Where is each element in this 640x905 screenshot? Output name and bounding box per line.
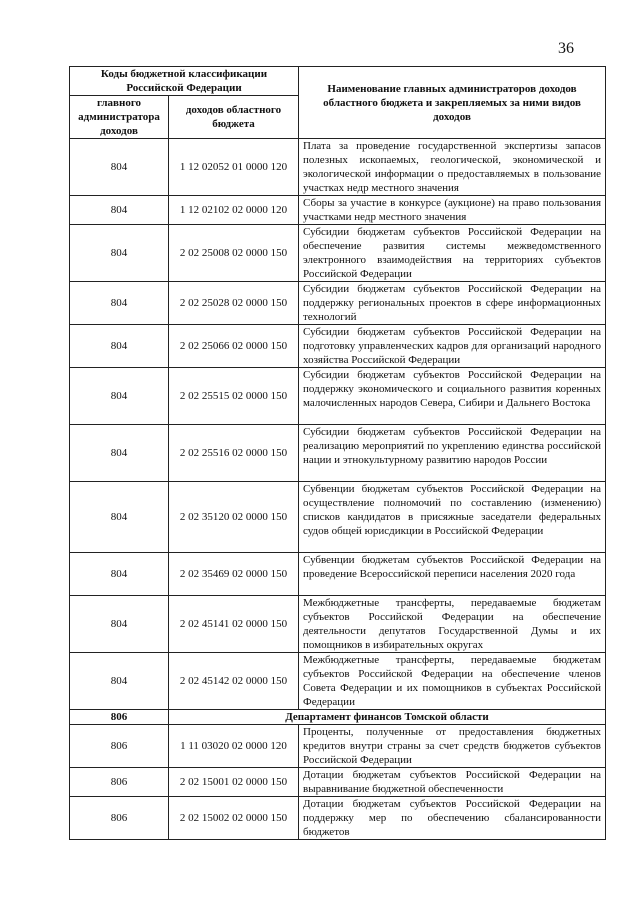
- income-description: Субсидии бюджетам субъектов Российской Федерации на обеспечение развития системы межведомственного электронного взаимодействия на территориях субъектов Российской Федерации: [299, 225, 606, 282]
- income-description: Субвенции бюджетам субъектов Российской Федерации на проведение Всероссийской переписи населения 2020 года: [299, 553, 606, 596]
- admin-code: 804: [70, 325, 169, 368]
- income-description: Межбюджетные трансферты, передаваемые бюджетам субъектов Российской Федерации на обеспечение членов Совета Федерации и их помощников в субъектах Российской Федерации: [299, 653, 606, 710]
- table-row: [70, 553, 606, 596]
- table-row: [70, 225, 606, 282]
- income-code: 1 12 02052 01 0000 120: [169, 139, 299, 196]
- income-code: 2 02 45142 02 0000 150: [169, 653, 299, 710]
- income-code: 1 11 03020 02 0000 120: [169, 725, 299, 768]
- admin-code: 806: [70, 725, 169, 768]
- income-code: 1 12 02102 02 0000 120: [169, 196, 299, 225]
- table-row: [70, 768, 606, 797]
- table-row: [70, 482, 606, 553]
- admin-code: 804: [70, 425, 169, 482]
- income-code: 2 02 45141 02 0000 150: [169, 596, 299, 653]
- income-code: 2 02 25028 02 0000 150: [169, 282, 299, 325]
- admin-code: 806: [70, 797, 169, 840]
- income-description: Межбюджетные трансферты, передаваемые бюджетам субъектов Российской Федерации на обеспечение деятельности депутатов Государственной Думы и их помощников в избирательных округах: [299, 596, 606, 653]
- income-description: Сборы за участие в конкурсе (аукционе) на право пользования участками недр местного значения: [299, 196, 606, 225]
- table-row: [70, 139, 606, 196]
- table-row: [70, 325, 606, 368]
- header-admin-code: главного администратора доходов: [70, 96, 169, 139]
- income-code: 2 02 15002 02 0000 150: [169, 797, 299, 840]
- admin-code: 804: [70, 225, 169, 282]
- admin-code: 804: [70, 553, 169, 596]
- income-description: Плата за проведение государственной экспертизы запасов полезных ископаемых, геологической, экономической и экологической информации о предоставляемых в пользование участках недр местного значения: [299, 139, 606, 196]
- header-codes-group: Коды бюджетной классификации Российской Федерации: [70, 67, 299, 96]
- section-title: Департамент финансов Томской области: [169, 710, 606, 725]
- table-row: [70, 368, 606, 425]
- admin-code: 804: [70, 653, 169, 710]
- table-row: [70, 653, 606, 710]
- admin-code: 804: [70, 482, 169, 553]
- table-row: [70, 196, 606, 225]
- income-code: 2 02 15001 02 0000 150: [169, 768, 299, 797]
- admin-code: 804: [70, 196, 169, 225]
- header-name: Наименование главных администраторов доходов областного бюджета и закрепляемых за ними видов доходов: [299, 67, 606, 139]
- section-admin-code: 806: [70, 710, 169, 725]
- income-code: 2 02 35469 02 0000 150: [169, 553, 299, 596]
- admin-code: 804: [70, 368, 169, 425]
- admin-code: 806: [70, 768, 169, 797]
- revenue-administrators-table: [69, 66, 606, 840]
- admin-code: 804: [70, 282, 169, 325]
- income-description: Субсидии бюджетам субъектов Российской Федерации на поддержку региональных проектов в сфере информационных технологий: [299, 282, 606, 325]
- income-description: Дотации бюджетам субъектов Российской Федерации на выравнивание бюджетной обеспеченности: [299, 768, 606, 797]
- admin-code: 804: [70, 596, 169, 653]
- income-description: Субсидии бюджетам субъектов Российской Федерации на поддержку экономического и социального развития коренных малочисленных народов Севера, Сибири и Дальнего Востока: [299, 368, 606, 425]
- table-row: [70, 797, 606, 840]
- admin-code: 804: [70, 139, 169, 196]
- table-row: [70, 596, 606, 653]
- income-description: Дотации бюджетам субъектов Российской Федерации на поддержку мер по обеспечению сбалансированности бюджетов: [299, 797, 606, 840]
- income-code: 2 02 25516 02 0000 150: [169, 425, 299, 482]
- income-code: 2 02 25066 02 0000 150: [169, 325, 299, 368]
- table-row: [70, 725, 606, 768]
- page-number: 36: [558, 40, 574, 57]
- section-row: [70, 710, 606, 725]
- income-description: Субсидии бюджетам субъектов Российской Федерации на подготовку управленческих кадров для организаций народного хозяйства Российской Федерации: [299, 325, 606, 368]
- table-row: [70, 282, 606, 325]
- income-code: 2 02 25515 02 0000 150: [169, 368, 299, 425]
- income-description: Субсидии бюджетам субъектов Российской Федерации на реализацию мероприятий по укреплению единства российской нации и этнокультурному развитию народов России: [299, 425, 606, 482]
- header-income-code: доходов областного бюджета: [169, 96, 299, 139]
- income-code: 2 02 35120 02 0000 150: [169, 482, 299, 553]
- income-description: Проценты, полученные от предоставления бюджетных кредитов внутри страны за счет средств бюджетов субъектов Российской Федерации: [299, 725, 606, 768]
- table-row: [70, 425, 606, 482]
- income-description: Субвенции бюджетам субъектов Российской Федерации на осуществление полномочий по составлению (изменению) списков кандидатов в присяжные заседатели федеральных судов общей юрисдикции в Российской Федерации: [299, 482, 606, 553]
- income-code: 2 02 25008 02 0000 150: [169, 225, 299, 282]
